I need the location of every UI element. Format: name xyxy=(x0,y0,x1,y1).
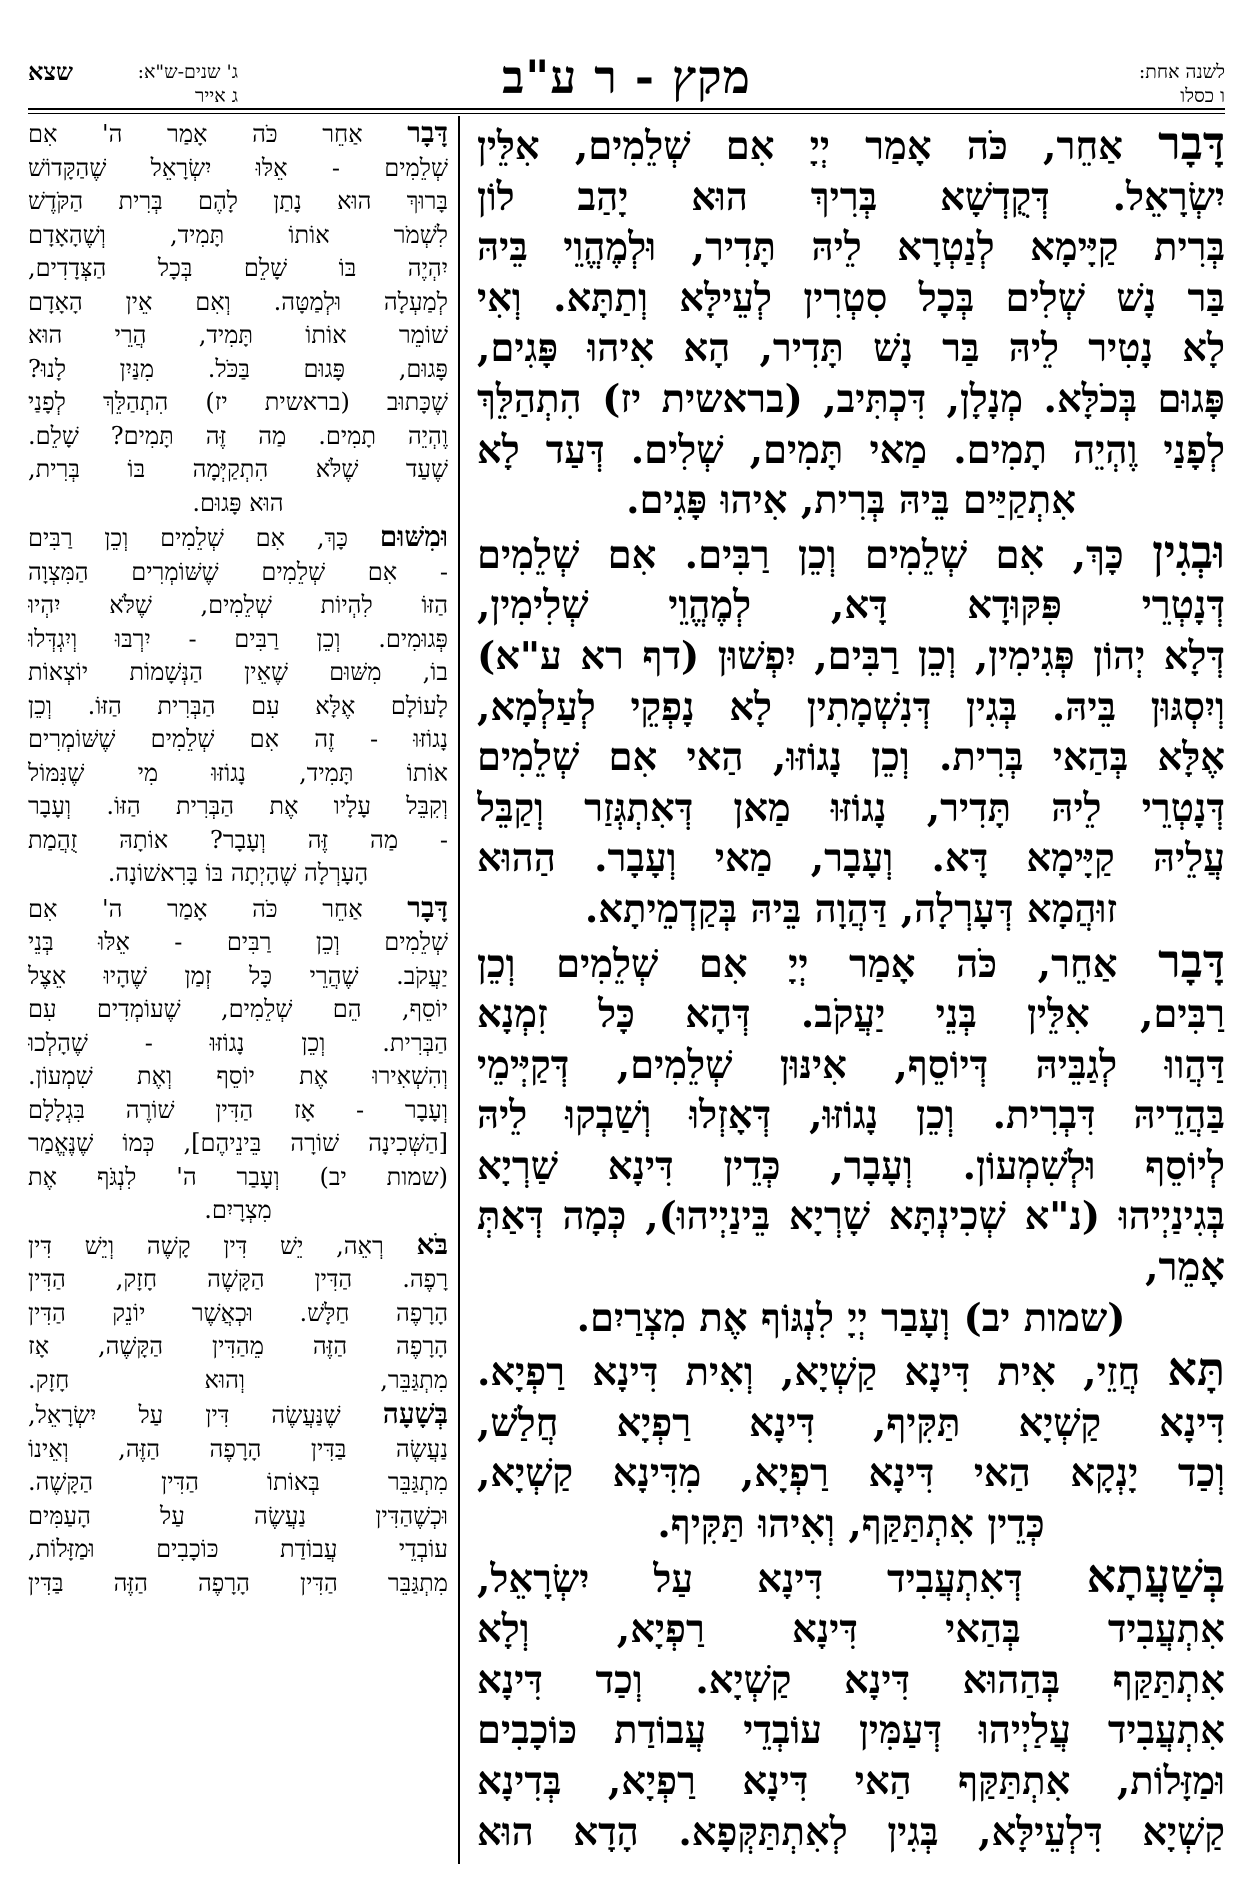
schedule-one-year-date: ו כסלו xyxy=(1180,85,1225,107)
main-line: יִשְׂרָאֵל. דְּקֻדְשָׁא בְּרִיךְ הוּא יָהַב לוֹן xyxy=(477,174,1225,220)
main-line: דָּבָר אַחֵר, כֹּה אָמַר יְיָ אִם שְׁלֵמִים וְכֵן xyxy=(477,933,1225,988)
main-line: (שמות יב) וְעָבַר יְיָ לִנְגּוֹף אֶת מִצְרַיִם. xyxy=(576,1295,1126,1341)
commentary-line: בְּשָׁעָה שֶׁנַּעֲשֶׂה דִּין עַל יִשְׂרָאֵל, xyxy=(28,1397,448,1430)
commentary-line: הָרָפֶה חַלָּשׁ. וּכְאֲשֶׁר יוֹנֵק הַדִּין xyxy=(28,1298,448,1327)
commentary-line: לְמַעְלָה וּלְמַטָּה. וְאִם אֵין הָאָדָם xyxy=(28,287,448,316)
header-rule-thick xyxy=(28,108,1225,110)
commentary-line: שֶׁכָּתוּב (בראשית יז) הִתְהַלֵּךְ לְפָנַי xyxy=(28,388,448,416)
main-line: דִּינָא קַשְׁיָא תַּקִּיף, דִּינָא רַפְיָא חֲלַשׁ, xyxy=(477,1400,1225,1446)
main-line: אִתְעֲבִיד בְּהַאי דִּינָא רַפְיָא, וְלָא xyxy=(477,1607,1225,1653)
main-line: בְּשַׁעֲתָא דְּאִתְעֲבִיד דִּינָא עַל יִשְׂרָאֵל, xyxy=(477,1548,1225,1603)
commentary-line: - אִם שְׁלֵמִים שֶׁשּׁוֹמְרִים הַמִּצְוָה xyxy=(28,557,448,586)
commentary-line: נָגוֹזּוּ - זֶה אִם שְׁלֵמִים שֶׁשּׁוֹמְרִים xyxy=(28,725,448,753)
schedule-three-year-date: ג אייר xyxy=(194,85,238,107)
main-line: אֶלָּא בְּהַאי בְּרִית. וְכֵן נָגוֹזּוּ, הַאי אִם שְׁלֵמִים xyxy=(477,735,1225,781)
page-number: שצא xyxy=(28,57,73,86)
main-line: וּבְגִין כָּךְ, אִם שְׁלֵמִים וְכֵן רַבִּים. אִם שְׁלֵמִים xyxy=(477,524,1225,579)
commentary-line: וּמִשּׁוּם כָּךְ, אִם שְׁלֵמִים וְכֵן רַבִּים xyxy=(28,520,448,553)
commentary-line: אוֹתוֹ תָּמִיד, נָגוֹזּוּ מִי שֶׁנִּמּוֹל xyxy=(28,758,448,787)
commentary-line: שׁוֹמֵר אוֹתוֹ תָּמִיד, הֲרֵי הוּא xyxy=(28,321,448,349)
commentary-line: מִתְגַּבֵּר הַדִּין הָרָפֶה הַזֶּה בַּדִּין xyxy=(28,1568,448,1597)
translation-column xyxy=(28,116,448,1864)
commentary-line: וְקִבֵּל עָלָיו אֶת הַבְּרִית הַזּוֹ. וְעָבָר xyxy=(28,792,448,820)
commentary-line: וְעָבָר - אָז הַדִּין שׁוֹרֶה בִּגְלָלָם xyxy=(28,1095,448,1124)
main-line: בַּהֲדֵיהּ דִּבְרִית. וְכֵן נָגוֹזּוּ, דְּאָזְלוּ וְשַׁבְקוּ לֵיהּ xyxy=(477,1093,1225,1139)
commentary-line: הַזּוֹ לִהְיוֹת שְׁלֵמִים, שֶׁלֹּא יִהְיוּ xyxy=(28,591,448,619)
schedule-one-year-label: לשנה אחת: xyxy=(1138,61,1225,83)
commentary-line: וֶהְיֵה תָמִים. מַה זֶּה תָּמִים? שָׁלֵם. xyxy=(28,421,448,450)
main-line: עֲלֵיהּ קַיָּימָא דָּא. וְעָבָר, מַאי וְעָבָר. הַהוּא xyxy=(477,836,1225,882)
page-title: מקץ - ר ע"ב xyxy=(502,50,751,104)
commentary-line: הַבְּרִית. וְכֵן נָגוֹזּוּ - שֶׁהָלְכוּ xyxy=(28,1028,448,1057)
commentary-line: וּכְשֶׁהַדִּין נַעֲשֶׂה עַל הָעַמִּים xyxy=(28,1501,448,1530)
main-line: דַּהֲווּ לְגַבֵּיהּ דְּיוֹסֵף, אִינּוּן שְׁלֵמִים, דְּקַיְּימֵי xyxy=(477,1042,1225,1088)
main-line: וּמַזָּלוֹת, אִתְתַּקַּף הַאי דִּינָא רַפְיָא, בְּדִינָא xyxy=(477,1759,1225,1804)
main-line: אִתְקַיַּים בֵּיהּ בְּרִית, אִיהוּ פָּגִים. xyxy=(626,478,1076,524)
commentary-line: [הַשְּׁכִינָה שׁוֹרָה בֵּינֵיהֶם], כְּמוֹ שֶׁנֶּאֱמַר xyxy=(28,1129,448,1157)
main-line: אִתְעֲבִיד עֲלַיְיהוּ דְּעַמִּין עוֹבְדֵי עֲבוֹדַת כּוֹכָבִים xyxy=(477,1708,1225,1754)
commentary-line: שְׁלֵמִים וְכֵן רַבִּים - אֵלּוּ בְּנֵי xyxy=(28,928,448,956)
commentary-line: הוּא פָּגוּם. xyxy=(192,488,284,517)
main-line: לְיוֹסֵף וּלְשִׁמְעוֹן. וְעָבָר, כְּדֵין דִּינָא שַׁרְיָא xyxy=(477,1143,1225,1189)
commentary-line: פְּגוּמִים. וְכֵן רַבִּים - יִרְבּוּ וְיִגְדְּלוּ xyxy=(28,624,448,653)
main-line: דְּלָא יְהוֹן פְּגִימִין, וְכֵן רַבִּים, יִפְשׁוּן (דף רא ע"א) xyxy=(477,633,1225,679)
column-divider xyxy=(458,116,460,1864)
main-line: בַּר נָשׁ שְׁלִים בְּכָל סִטְרִין לְעֵילָּא וְתַתָּא. וְאִי xyxy=(477,275,1225,321)
commentary-line: הָעָרְלָה שֶׁהָיְתָה בּוֹ בָּרִאשׁוֹנָה. xyxy=(107,859,369,887)
commentary-line: רָפֶה. הַדִּין הַקָּשֶׁה חָזָק, הַדִּין xyxy=(28,1265,448,1293)
commentary-line: וְהִשְׁאִירוּ אֶת יוֹסֵף וְאֶת שִׁמְעוֹן. xyxy=(28,1062,448,1090)
commentary-line: שֶׁעַד שֶׁלֹּא הִתְקַיְּמָה בּוֹ בְּרִית, xyxy=(28,455,448,483)
commentary-line: יוֹסֵף, הֵם שְׁלֵמִים, שֶׁעוֹמְדִים עִם xyxy=(28,995,448,1023)
main-line: בְּגִינַיְיהוּ (נ"א שְׁכִינְתָּא שָׁרְיָא בֵּינַיְיהוּ), כְּמָה דְּאַתְּ אָמֵר, xyxy=(477,1194,1225,1291)
commentary-line: עוֹבְדֵי עֲבוֹדַת כּוֹכָבִים וּמַזָּלוֹת, xyxy=(28,1535,448,1563)
main-line: זוּהֲמָא דְּעָרְלָה, דַּהֲוָה בֵּיהּ בְּקַדְמֵיתָא. xyxy=(584,886,1118,932)
commentary-line: בוֹ, מִשּׁוּם שֶׁאֵין הַנְּשָׁמוֹת יוֹצְאוֹת xyxy=(28,658,448,686)
main-line: פָּגוּם בְּכֹלָּא. מְנָלָן, דִּכְתִּיב, (בראשית יז) הִתְהַלֵּךְ xyxy=(477,376,1225,422)
main-line: כְּדֵין אִתְתַּקַּף, וְאִיהוּ תַּקִּיף. xyxy=(657,1502,1045,1548)
commentary-line: מִצְרָיִם. xyxy=(204,1196,272,1224)
main-line: רַבִּים, אִלֵּין בְּנֵי יַעֲקֹב. דְּהָא כָּל זִמְנָא xyxy=(477,992,1225,1038)
commentary-line: יַעֲקֹב. שֶׁהֲרֵי כָּל זְמַן שֶׁהָיוּ אֵצֶל xyxy=(28,961,448,990)
commentary-line: הָרָפֶה הַזֶּה מֵהַדִּין הַקָּשֶׁה, אָז xyxy=(28,1332,448,1360)
main-line: וְכַד יָנְקָא הַאי דִּינָא רַפְיָא, מִדִּינָא קַשְׁיָא, xyxy=(477,1451,1225,1497)
schedule-three-year-label: ג' שנים-ש"א: xyxy=(137,61,238,83)
main-line: וְיִסְגּוּן בֵּיהּ. בְּגִין דְּנִשְׁמָתִין לָא נָפְקֵי לְעַלְמָא, xyxy=(477,684,1225,730)
header-rule-thin xyxy=(28,113,1225,114)
commentary-line: (שמות יב) וְעָבַר ה' לִנְגֹּף אֶת xyxy=(28,1162,448,1191)
main-line: דְּנָטְרֵי פִּקּוּדָא דָּא, לְמֶהֱוֵי שְׁלִימִין, xyxy=(477,583,1225,629)
main-line: לָא נָטִיר לֵיהּ בַּר נָשׁ תָּדִיר, הָא אִיהוּ פָּגִים, xyxy=(477,326,1225,372)
main-line: דָּבָר אַחֵר, כֹּה אָמַר יְיָ אִם שְׁלֵמִים, אִלֵּין xyxy=(477,118,1225,170)
commentary-line: בֹּא רְאֵה, יֵשׁ דִּין קָשֶׁה וְיֵשׁ דִּין xyxy=(28,1227,448,1261)
main-line: דְּנָטְרֵי לֵיהּ תָּדִיר, נָגוֹזּוּ מַאן דְּאִתְגְּזַר וְקַבֵּל xyxy=(477,785,1225,831)
main-line: בְּרִית קַיָּימָא לְנַטְרָא לֵיהּ תָּדִיר, וּלְמֶהֱוֵי בֵּיהּ xyxy=(477,225,1225,271)
commentary-line: יִהְיֶה בּוֹ שָׁלֵם בְּכָל הַצְּדָדִים, xyxy=(28,254,448,282)
commentary-line: דָּבָר אַחֵר כֹּה אָמַר ה' אִם xyxy=(28,116,448,149)
commentary-line: - מַה זֶּה וְעָבָר? אוֹתָהּ זֻהֲמַת xyxy=(28,825,448,854)
commentary-line: מִתְגַּבֵּר בְּאוֹתוֹ הַדִּין הַקָּשֶׁה. xyxy=(28,1468,448,1496)
commentary-line: פָּגוּם, פָּגוּם בַּכֹּל. מִנַּיִן לָנוּ? xyxy=(28,354,448,383)
commentary-line: שְׁלֵמִים - אֵלּוּ יִשְׂרָאֵל שֶׁהַקָּדוֹשׁ xyxy=(28,153,448,182)
main-line: אִתְתַּקַּף בְּהַהוּא דִּינָא קַשְׁיָא. וְכַד דִּינָא xyxy=(477,1657,1225,1703)
commentary-line: מִתְגַּבֵּר, וְהוּא חָזָק. xyxy=(28,1365,448,1394)
main-line: תָּא חֲזֵי, אִית דִּינָא קַשְׁיָא, וְאִית דִּינָא רַפְיָא. xyxy=(477,1342,1225,1397)
commentary-line: בָּרוּךְ הוּא נָתַן לָהֶם בְּרִית הַקֹּדֶשׁ xyxy=(28,187,448,215)
main-line: קַשְׁיָא דִּלְעֵילָּא, בְּגִין לְאִתְתַּקְּפָא. הָדָא הוּא xyxy=(477,1809,1225,1855)
main-line: לְפָנַי וֶהְיֵה תָמִים. מַאי תָּמִים, שְׁלִים. דְּעַד לָא xyxy=(477,427,1225,473)
zohar-text-column xyxy=(477,118,1225,1864)
commentary-line: לִשְׁמֹר אוֹתוֹ תָּמִיד, וְשֶׁהָאָדָם xyxy=(28,220,448,249)
commentary-line: דָּבָר אַחֵר כֹּה אָמַר ה' אִם xyxy=(28,890,448,924)
schedule-three-year-text xyxy=(138,60,238,108)
commentary-line: נַעֲשֶׂה בַּדִּין הָרָפֶה הַזֶּה, וְאֵינוֹ xyxy=(28,1434,448,1463)
commentary-line: לָעוֹלָם אֶלָּא עִם הַבְּרִית הַזּוֹ. וְכֵן xyxy=(28,691,448,720)
